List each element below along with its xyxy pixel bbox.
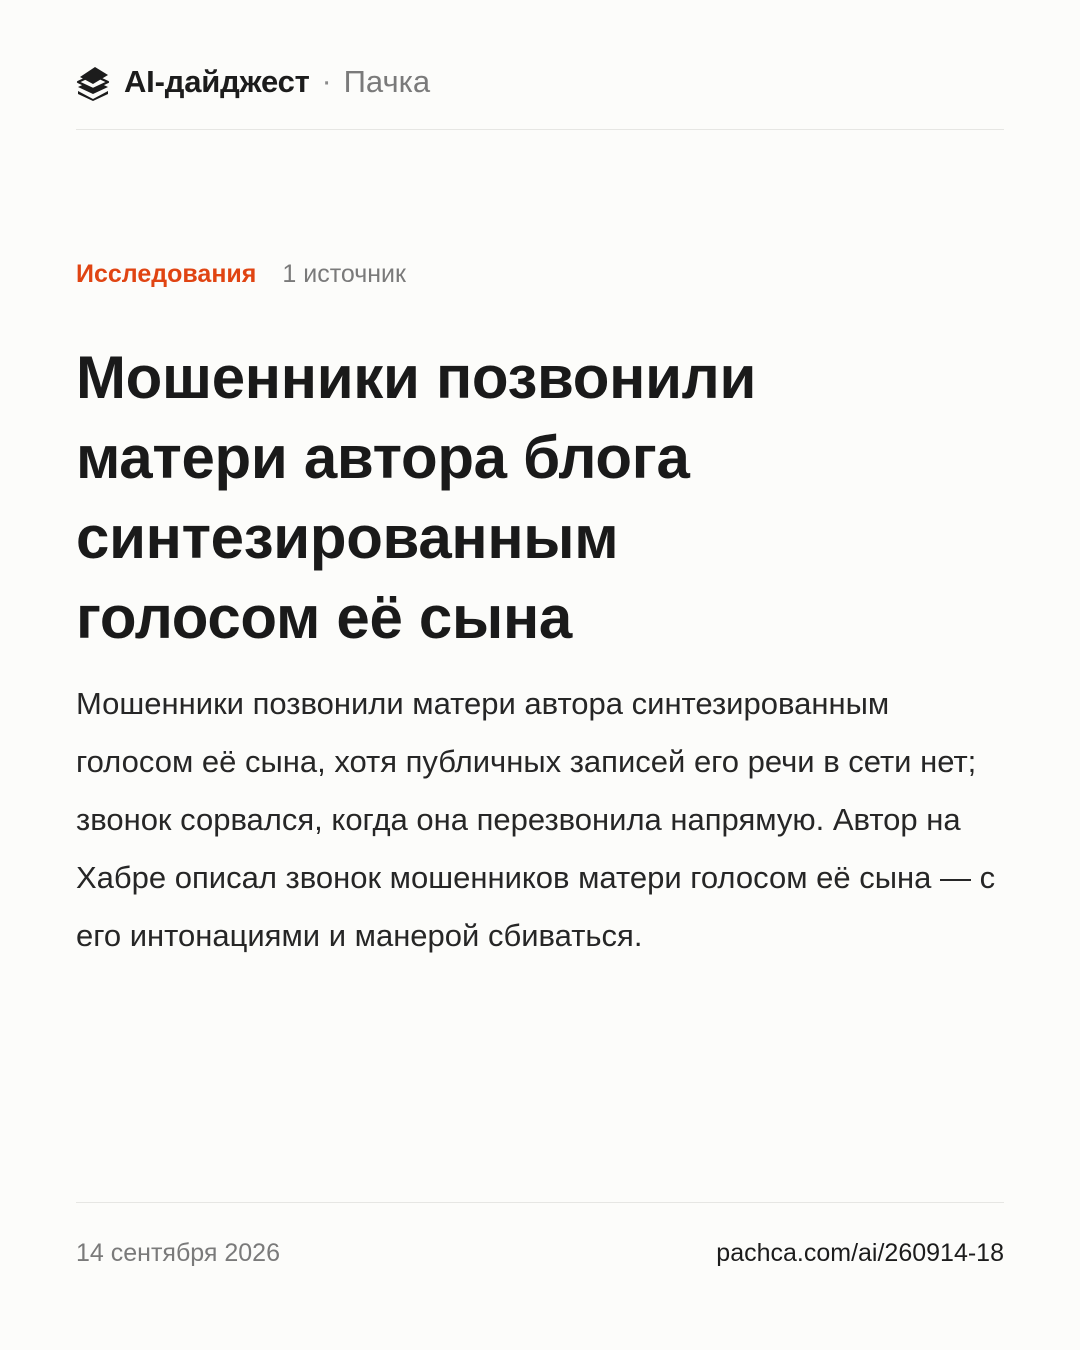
brand[interactable] <box>76 63 430 101</box>
category-label[interactable]: Исследования <box>76 260 257 288</box>
article-meta <box>76 260 406 289</box>
sources-count: 1 источник <box>282 260 406 288</box>
publish-date: 14 сентября 2026 <box>76 1239 280 1267</box>
article-link[interactable]: pachca.com/ai/260914-18 <box>716 1239 1004 1267</box>
brand-separator: · <box>321 65 332 98</box>
footer <box>76 1202 1004 1303</box>
brand-name: AI-дайджест <box>124 64 310 99</box>
layers-icon <box>76 63 110 101</box>
header <box>76 48 1004 130</box>
article-title: Мошенники позвонили матери автора блога синтезированным голосом её сына <box>76 344 757 651</box>
org-name: Пачка <box>343 64 431 99</box>
article-summary: Мошенники позвонили матери автора синтезированным голосом её сына, хотя публичных записей его речи в сети нет; звонок сорвался, когда она перезвонила напрямую. Автор на Хабре описал звонок мошенников матери голосом её сына — с его интонациями и манерой сбиваться. <box>76 686 996 953</box>
